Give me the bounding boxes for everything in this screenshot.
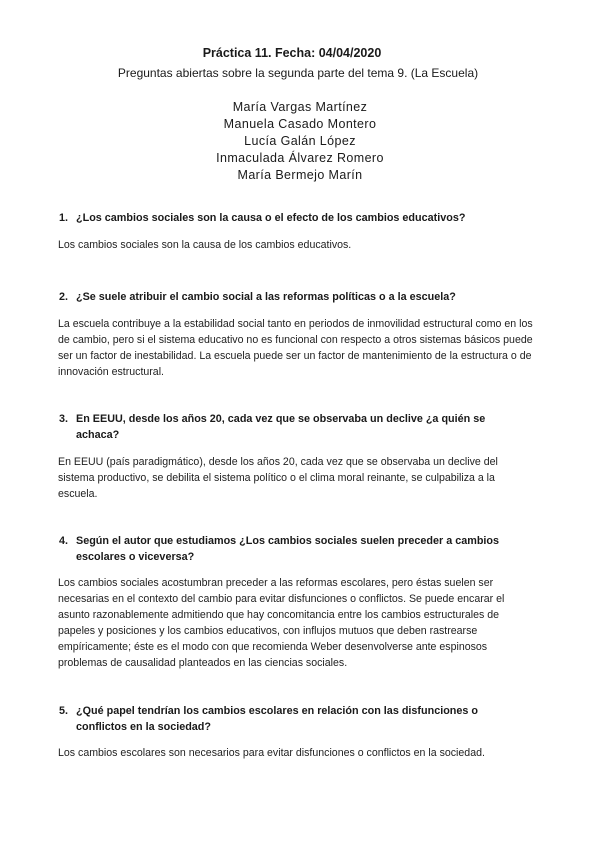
question-text: En EEUU, desde los años 20, cada vez que se observaba un declive ¿a quién se achaca? bbox=[76, 413, 486, 441]
author-list bbox=[0, 99, 600, 184]
question-number: 4. bbox=[59, 535, 69, 547]
answer-line: ser un factor de inestabilidad. La escuela puede ser un factor de mantenimiento de la estructura o de bbox=[58, 350, 532, 362]
answer-line: asunto razonablemente admitiendo que hay concomitancia entre los cambios estructurales de bbox=[58, 609, 500, 621]
answer-line: innovación estructural. bbox=[58, 366, 164, 378]
question-3 bbox=[59, 411, 489, 443]
answer-3 bbox=[58, 454, 546, 502]
answer-4 bbox=[58, 575, 546, 671]
answer-line: papeles y posiciones y los cambios educativos, con influjos mutuos que deben rastrearse bbox=[58, 625, 478, 637]
answer-line: empíricamente; éste es el modo con que recomienda Weber desenvolverse ante espinosos bbox=[58, 641, 488, 653]
author-name: Inmaculada Álvarez Romero bbox=[216, 151, 384, 165]
author-name: Lucía Galán López bbox=[244, 134, 356, 148]
answer-line: Los cambios sociales son la causa de los cambios educativos. bbox=[58, 239, 352, 251]
answer-line: sistema productivo, se debilita el sistema político o el clima moral reinante, se culpabiliza a la bbox=[58, 472, 495, 484]
answer-1 bbox=[58, 237, 546, 253]
question-2 bbox=[59, 289, 529, 305]
author-name: María Bermejo Marín bbox=[237, 168, 363, 182]
question-4 bbox=[59, 533, 529, 565]
question-5 bbox=[59, 703, 509, 735]
answer-line: La escuela contribuye a la estabilidad social tanto en periodos de inmovilidad estructural como en los bbox=[58, 318, 533, 330]
question-1 bbox=[59, 210, 529, 226]
answer-line: necesarias en el contexto del cambio para evitar disfunciones o conflictos. Se puede encarar el bbox=[58, 593, 505, 605]
question-number: 1. bbox=[59, 212, 69, 224]
answer-line: problemas de causalidad planteados en las ciencias sociales. bbox=[58, 657, 348, 669]
answer-5 bbox=[58, 745, 546, 761]
answer-line: En EEUU (país paradigmático), desde los años 20, cada vez que se observaba un declive del bbox=[58, 456, 498, 468]
question-text: ¿Se suele atribuir el cambio social a las reformas políticas o a la escuela? bbox=[76, 291, 456, 303]
page-subtitle: Preguntas abiertas sobre la segunda parte del tema 9. (La Escuela) bbox=[117, 66, 479, 80]
answer-line: escuela. bbox=[58, 488, 98, 500]
question-number: 2. bbox=[59, 291, 69, 303]
author-name: Manuela Casado Montero bbox=[223, 117, 377, 131]
question-number: 3. bbox=[59, 413, 69, 425]
author-name: María Vargas Martínez bbox=[232, 100, 368, 114]
answer-line: Los cambios sociales acostumbran preceder a las reformas escolares, pero éstas suelen ser bbox=[58, 577, 494, 589]
answer-2 bbox=[58, 316, 546, 380]
answer-line: de cambio, pero si el sistema educativo no es funcional con respecto a otros sistemas básicos puede bbox=[58, 334, 533, 346]
page-title: Práctica 11. Fecha: 04/04/2020 bbox=[202, 46, 382, 60]
question-number: 5. bbox=[59, 705, 69, 717]
question-text: ¿Los cambios sociales son la causa o el efecto de los cambios educativos? bbox=[76, 212, 466, 224]
question-text: Según el autor que estudiamos ¿Los cambios sociales suelen preceder a cambios escolares o viceversa? bbox=[76, 535, 500, 563]
answer-line: Los cambios escolares son necesarios para evitar disfunciones o conflictos en la sociedad. bbox=[58, 747, 485, 759]
question-text: ¿Qué papel tendrían los cambios escolares en relación con las disfunciones o conflictos en la sociedad? bbox=[76, 705, 479, 733]
